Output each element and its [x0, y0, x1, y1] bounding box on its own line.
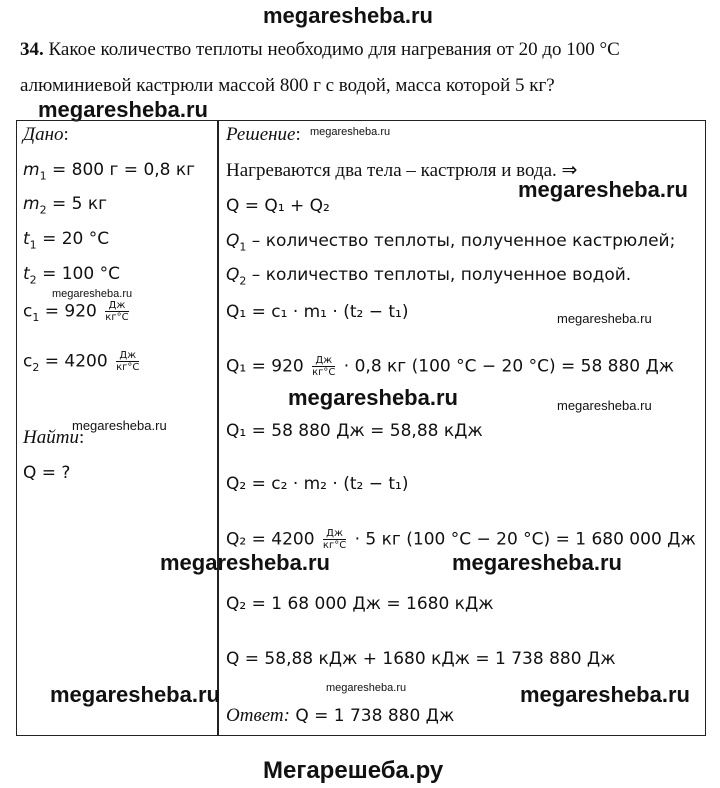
q2-calc-prefix: Q₂ = 4200 — [226, 529, 315, 550]
given-c1: $c_1 = 920$ $\frac{Дж}{кг^\circ С}$ — [23, 300, 129, 324]
solution-colon: : — [295, 124, 301, 145]
given-m2: $m_2 = 5$ кг — [23, 194, 108, 217]
solution-q2-definition: $Q_2$ – количество теплоты, полученное водой. — [226, 265, 632, 288]
q1-calc-prefix: Q₁ = 920 — [226, 356, 304, 377]
watermark-right-q1: megaresheba.ru — [557, 311, 652, 326]
solution-answer — [226, 705, 454, 727]
q1-definition-text: – количество теплоты, полученное кастрюлей; — [246, 231, 676, 251]
solution-q1-definition: $Q_1$ – количество теплоты, полученное кастрюлей; — [226, 231, 676, 254]
q2-definition-text: – количество теплоты, полученное водой. — [246, 265, 632, 285]
given-c2: $c_2 = 4200$ $\frac{Дж}{кг^\circ С}$ — [23, 350, 140, 374]
solution-eq-total: Q = Q₁ + Q₂ — [226, 196, 330, 216]
watermark-right-top: megaresheba.ru — [518, 177, 688, 202]
unit-fraction-q2: $\frac{Дж}{кг^\circ С}$ — [322, 528, 347, 551]
problem-number: 34. — [20, 39, 44, 60]
problem-line-1 — [20, 39, 620, 61]
watermark-left-mid: megaresheba.ru — [72, 418, 167, 433]
watermark-bottom-left: megaresheba.ru — [50, 682, 220, 707]
given-t1: $t_1 = 20$ °С — [23, 229, 110, 252]
table-column-divider — [217, 121, 219, 735]
watermark-footer: Мегарешеба.ру — [263, 757, 444, 784]
given-t1-value: 20 °С — [61, 229, 110, 249]
watermark-top-left: megaresheba.ru — [38, 97, 208, 122]
given-heading — [23, 124, 69, 146]
solution-heading — [226, 124, 301, 146]
answer-value: Q = 1 738 880 Дж — [295, 706, 455, 726]
given-m1: $m_1 = 800$ г = 0,8 кг — [23, 160, 196, 183]
given-m2-value: 5 кг — [71, 194, 108, 214]
watermark-right-q1b: megaresheba.ru — [557, 398, 652, 413]
problem-text-1: Какое количество теплоты необходимо для нагревания от 20 до 100 °С — [48, 39, 620, 60]
solution-intro: Нагреваются два тела – кастрюля и вода. ⇒ — [226, 160, 578, 181]
find-heading — [23, 427, 84, 449]
q1-calc-suffix: · 0,8 кг (100 °С − 20 °С) = 58 880 Дж — [343, 356, 675, 377]
find-label: Найти — [23, 427, 79, 448]
given-c2-value: 4200 — [64, 351, 108, 372]
given-label: Дано — [23, 124, 64, 145]
problem-line-2: алюминиевой кастрюли массой 800 г с водой, масса которой 5 кг? — [20, 75, 555, 96]
solution-q1-result: Q₁ = 58 880 Дж = 58,88 кДж — [226, 421, 483, 441]
unit-fraction-c1: $\frac{Дж}{кг^\circ С}$ — [105, 300, 129, 323]
unit-fraction-q1: $\frac{Дж}{кг^\circ С}$ — [312, 355, 336, 378]
solution-label: Решение — [226, 124, 296, 145]
watermark-small-bottom: megaresheba.ru — [326, 682, 407, 694]
watermark-right-2: megaresheba.ru — [452, 550, 622, 575]
find-value: Q = ? — [23, 463, 71, 483]
given-t2-value: 100 °С — [61, 264, 120, 284]
given-m1-value: 800 г = 0,8 кг — [71, 160, 196, 180]
given-c1-value: 920 — [64, 301, 97, 322]
solution-q2-calc — [226, 528, 696, 551]
given-colon: : — [63, 124, 69, 145]
solution-q1-calc — [226, 355, 674, 378]
q2-calc-suffix: · 5 кг (100 °С − 20 °С) = 1 680 000 Дж — [354, 529, 696, 550]
answer-label: Ответ: — [226, 705, 290, 726]
solution-q-sum: Q = 58,88 кДж + 1680 кДж = 1 738 880 Дж — [226, 649, 616, 669]
solution-q1-formula: Q₁ = c₁ · m₁ · (t₂ − t₁) — [226, 302, 409, 322]
watermark-center-1: megaresheba.ru — [288, 385, 458, 410]
given-t2: $t_2 = 100$ °С — [23, 264, 120, 287]
unit-fraction-c2: $\frac{Дж}{кг^\circ С}$ — [116, 350, 140, 373]
solution-q2-result: Q₂ = 1 68 000 Дж = 1680 кДж — [226, 594, 494, 614]
watermark-small-given: megaresheba.ru — [52, 288, 133, 300]
solution-q2-formula: Q₂ = c₂ · m₂ · (t₂ − t₁) — [226, 474, 409, 494]
watermark-small-solution: megaresheba.ru — [310, 126, 391, 138]
find-colon: : — [78, 427, 85, 448]
watermark-bottom-right: megaresheba.ru — [520, 682, 690, 707]
watermark-header: megaresheba.ru — [263, 3, 433, 28]
watermark-center-2: megaresheba.ru — [160, 550, 330, 575]
